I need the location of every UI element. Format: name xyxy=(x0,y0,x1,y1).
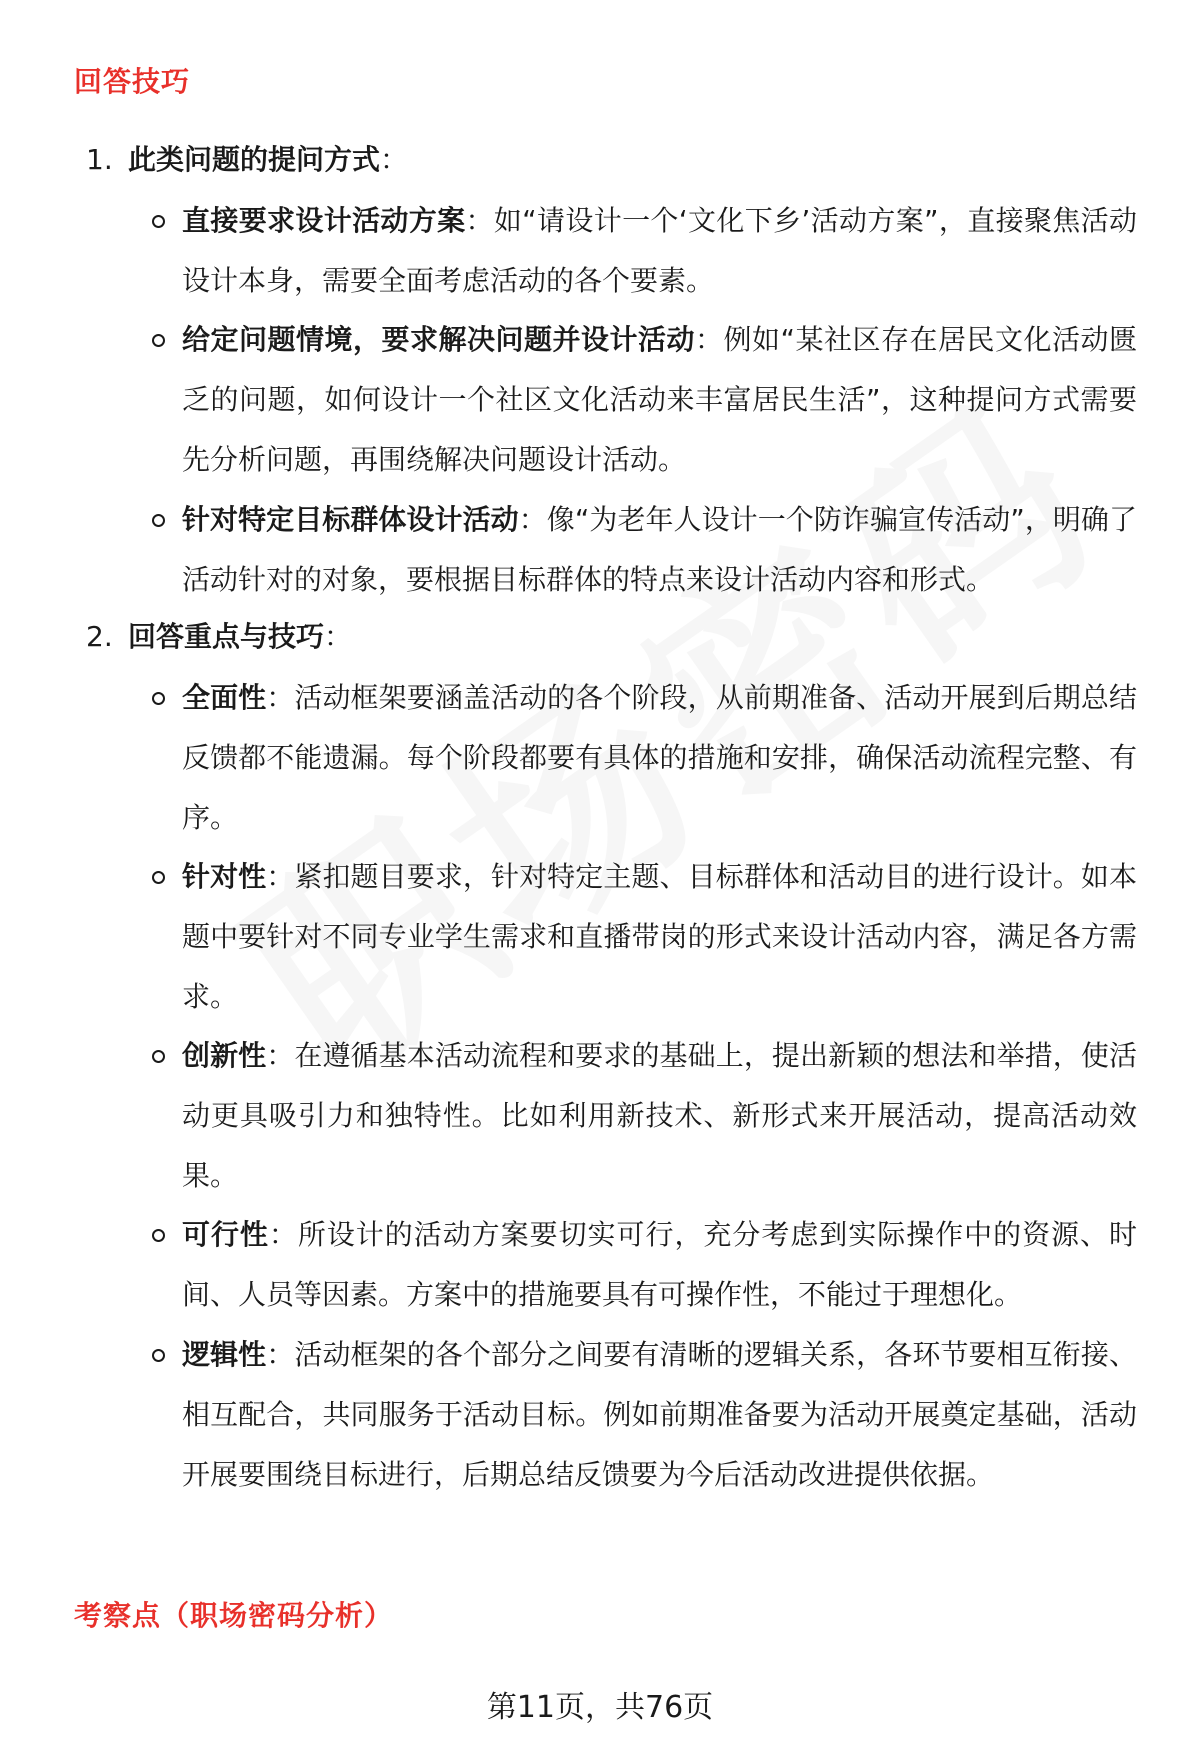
list-heading-colon: ： xyxy=(324,620,353,653)
list-number: 1. xyxy=(86,143,113,176)
page-indicator: 第11页，共76页 xyxy=(486,1690,714,1725)
list-heading-colon: ： xyxy=(380,143,409,176)
sub-item-logic xyxy=(182,1325,1137,1505)
sub-item-term: 给定问题情境，要求解决问题并设计活动 xyxy=(182,323,695,356)
section-title-answer-tips: 回答技巧 xyxy=(74,65,191,98)
list-item-answer-tips xyxy=(86,617,352,657)
sub-item-direct-request xyxy=(182,191,1137,311)
sub-item-text: ：像“为老年人设计一个防诈骗宣传活动”，明确了活动针对的对象，要根据目标群体的特点来设计活动内容和形式。 xyxy=(182,503,1137,596)
bullet-circle-icon xyxy=(152,1229,165,1242)
bullet-circle-icon xyxy=(152,514,165,527)
list-heading: 回答重点与技巧 xyxy=(128,620,325,653)
bullet-circle-icon xyxy=(152,215,165,228)
list-number: 2. xyxy=(86,620,113,653)
sub-item-target-group xyxy=(182,490,1137,610)
sub-item-text: ：活动框架的各个部分之间要有清晰的逻辑关系，各环节要相互衔接、相互配合，共同服务于活动目标。例如前期准备要为活动开展奠定基础，活动开展要围绕目标进行，后期总结反馈要为今后活动改进提供依据。 xyxy=(182,1338,1137,1491)
sub-item-text: ：如“请设计一个‘文化下乡’活动方案”，直接聚焦活动设计本身，需要全面考虑活动的各个要素。 xyxy=(182,204,1137,297)
sub-item-term: 针对特定目标群体设计活动 xyxy=(182,503,519,536)
sub-item-term: 针对性 xyxy=(182,860,267,893)
sub-item-text: ：紧扣题目要求，针对特定主题、目标群体和活动目的进行设计。如本题中要针对不同专业学生需求和直播带岗的形式来设计活动内容，满足各方需求。 xyxy=(182,860,1137,1013)
sub-item-term: 可行性 xyxy=(182,1218,269,1251)
sub-item-term: 创新性 xyxy=(182,1039,267,1072)
sub-item-term: 直接要求设计活动方案 xyxy=(182,204,466,237)
sub-item-text: ：在遵循基本活动流程和要求的基础上，提出新颖的想法和举措，使活动更具吸引力和独特性。比如利用新技术、新形式来开展活动，提高活动效果。 xyxy=(182,1039,1137,1192)
list-item-question-styles xyxy=(86,140,408,180)
bullet-circle-icon xyxy=(152,692,165,705)
sub-item-term: 逻辑性 xyxy=(182,1338,267,1371)
sub-item-text: ：例如“某社区存在居民文化活动匮乏的问题，如何设计一个社区文化活动来丰富居民生活”，这种提问方式需要先分析问题，再围绕解决问题设计活动。 xyxy=(182,323,1137,476)
bullet-circle-icon xyxy=(152,334,165,347)
sub-item-text: ：所设计的活动方案要切实可行，充分考虑到实际操作中的资源、时间、人员等因素。方案中的措施要具有可操作性，不能过于理想化。 xyxy=(182,1218,1137,1311)
bullet-circle-icon xyxy=(152,1349,165,1362)
sub-item-term: 全面性 xyxy=(182,681,267,714)
sub-item-pertinence xyxy=(182,847,1137,1027)
bullet-circle-icon xyxy=(152,871,165,884)
sub-item-problem-scenario xyxy=(182,310,1137,490)
list-heading: 此类问题的提问方式 xyxy=(128,143,381,176)
sub-item-comprehensiveness xyxy=(182,668,1137,848)
bullet-circle-icon xyxy=(152,1050,165,1063)
sub-item-innovation xyxy=(182,1026,1137,1206)
section-title-exam-points: 考察点（职场密码分析） xyxy=(74,1599,394,1632)
sub-item-feasibility xyxy=(182,1205,1137,1325)
sub-item-text: ：活动框架要涵盖活动的各个阶段，从前期准备、活动开展到后期总结反馈都不能遗漏。每个阶段都要有具体的措施和安排，确保活动流程完整、有序。 xyxy=(182,681,1137,834)
